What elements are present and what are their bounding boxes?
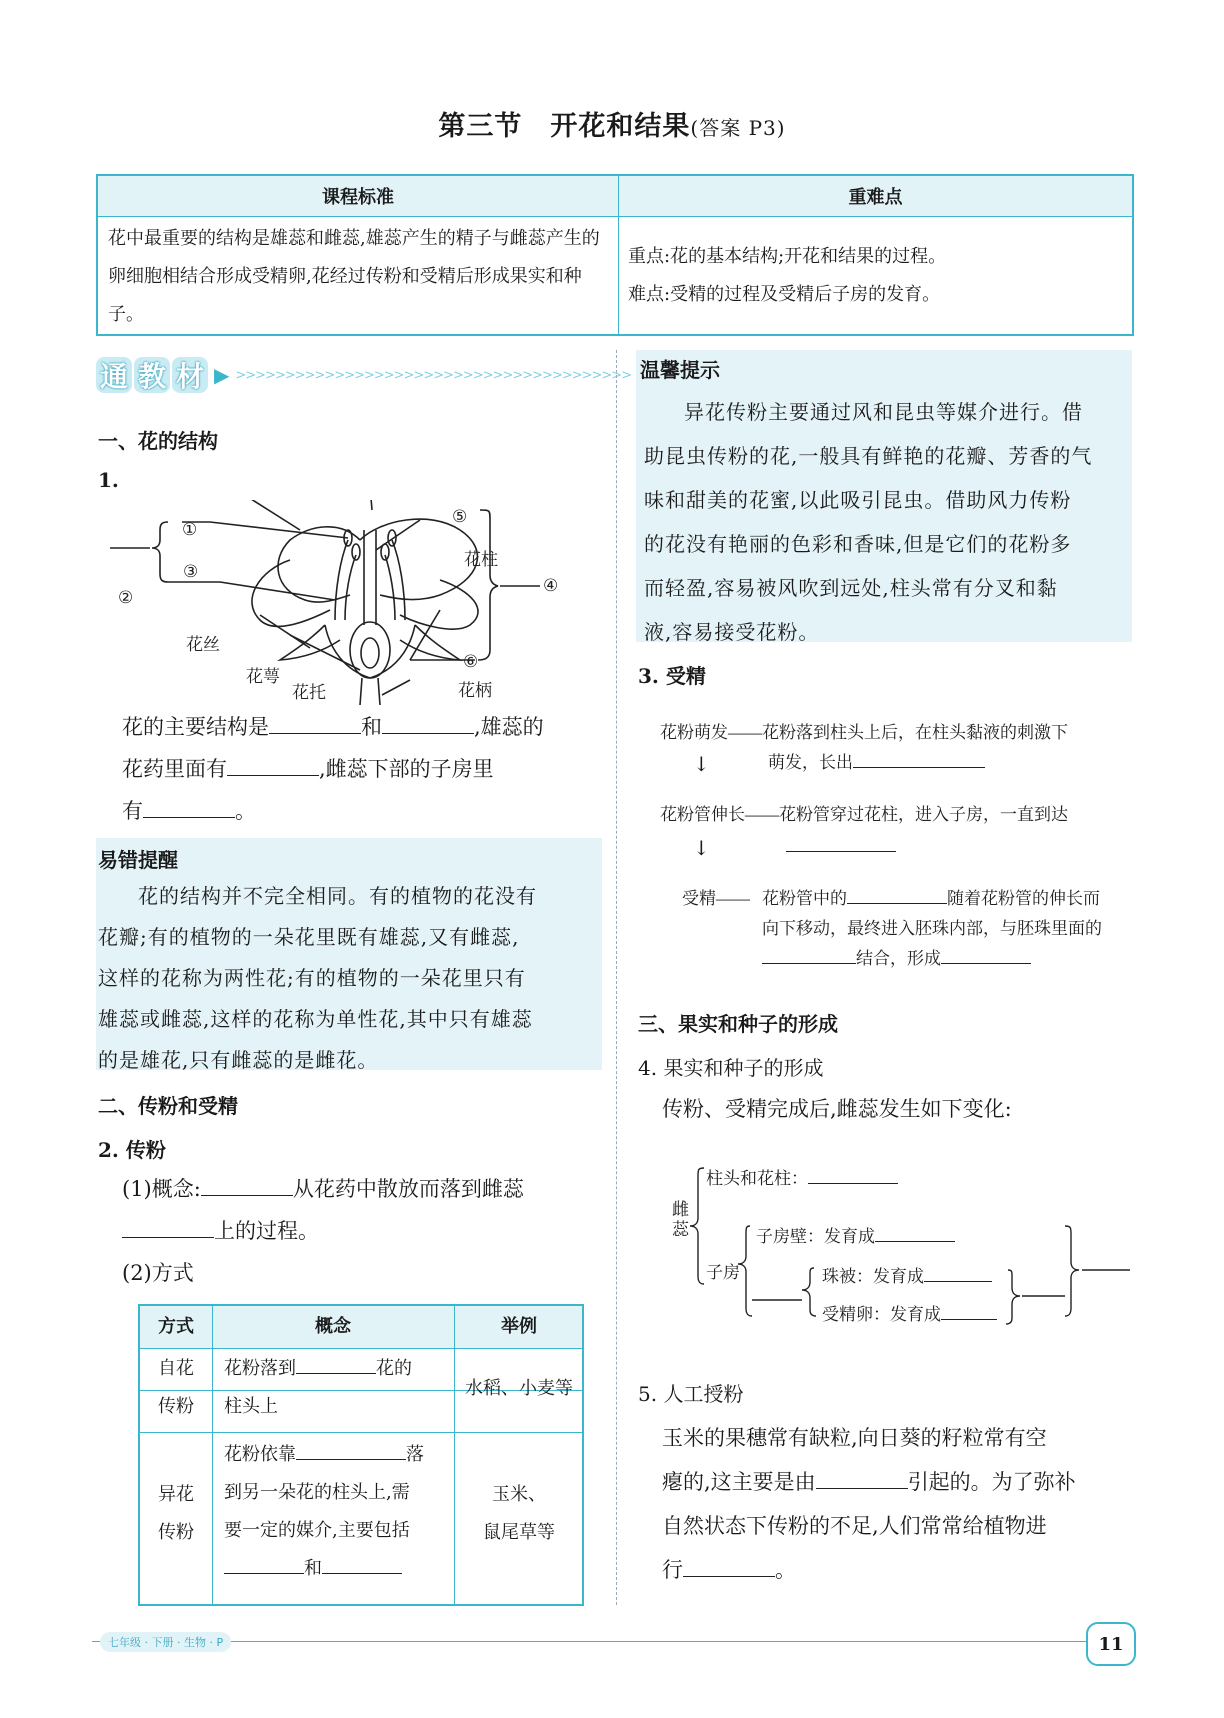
warm-tip-text	[644, 390, 1130, 654]
title-answer-ref: (答案 P3)	[690, 116, 786, 140]
page-number: 11	[1086, 1622, 1136, 1666]
cell-text: 落	[406, 1444, 424, 1465]
section2-heading: 二、传粉和受精	[98, 1094, 238, 1118]
blank[interactable]	[924, 1264, 992, 1282]
standards-header-right: 重难点	[619, 176, 1132, 217]
q5-text: 。	[775, 1558, 796, 1582]
tree-integument	[822, 1262, 992, 1287]
tip-line: 异花传粉主要通过风和昆虫等媒介进行。借	[684, 400, 1083, 424]
book-info-badge: 七年级 · 下册 · 生物 · P	[100, 1632, 231, 1652]
blank[interactable]	[786, 834, 896, 852]
badge-char: 教	[134, 357, 170, 393]
blank[interactable]	[808, 1166, 898, 1184]
tip-line: 这样的花称为两性花;有的植物的一朵花里只有	[98, 966, 526, 990]
item-1-question	[122, 706, 602, 832]
q1-text: 花药里面有	[122, 757, 227, 781]
step-pollen-germination: 花粉萌发——花粉落到柱头上后，在柱头黏液的刺激下	[660, 723, 1068, 742]
table-header: 方式	[158, 1316, 194, 1337]
q1-text: ,雌蕊下部的子房里	[319, 757, 494, 781]
badge-char: 通	[96, 357, 132, 393]
section-badge	[96, 357, 631, 393]
step-fertilization: 受精——	[682, 889, 750, 908]
table-row	[140, 1476, 212, 1552]
item-2-heading: 2. 传粉	[98, 1138, 166, 1162]
label-huasi: 花丝	[186, 635, 220, 654]
error-tip-title: 易错提醒	[98, 848, 178, 872]
blank[interactable]	[875, 1224, 955, 1242]
tree-root	[672, 1200, 689, 1240]
q1-text: 。	[235, 799, 256, 823]
q5-text: 行	[662, 1558, 683, 1582]
tree-stigma-style	[706, 1164, 898, 1189]
step-text: 花粉管中的	[762, 889, 847, 908]
item-4-heading: 4. 果实和种子的形成	[638, 1056, 824, 1080]
cell-text: 到另一朵花的柱头上,需	[224, 1482, 410, 1503]
table-header: 概念	[315, 1316, 351, 1337]
example-cell	[454, 1476, 584, 1552]
tip-line: 雄蕊或雌蕊,这样的花称为单性花,其中只有雄蕊	[98, 1007, 533, 1031]
blank[interactable]	[847, 886, 947, 904]
error-tip-text	[98, 876, 602, 1081]
blank[interactable]	[941, 946, 1031, 964]
label-5: ⑤	[452, 507, 468, 526]
example-cell: 水稻、小麦等	[465, 1378, 573, 1399]
cell-text: 花粉落到	[224, 1358, 296, 1379]
step-pollen-germination-cont	[768, 748, 985, 773]
play-arrow-icon: ▶	[214, 363, 230, 387]
blank[interactable]	[269, 712, 361, 734]
tree-zygote	[822, 1300, 997, 1325]
section3-intro: 传粉、受精完成后,雌蕊发生如下变化:	[662, 1097, 1012, 1121]
tree-ovary-wall	[756, 1222, 955, 1247]
label-huae: 花萼	[246, 667, 280, 686]
q5-line: 自然状态下传粉的不足,人们常常给植物进	[662, 1514, 1047, 1538]
chevron-trail-icon: >>>>>>>>>>>>>>>>>>>>>>>>>>>>>>>>>>>>>>>>	[235, 367, 632, 383]
q5-text: 引起的。为了弥补	[907, 1470, 1076, 1494]
tree-text: 受精卵：发育成	[822, 1305, 941, 1324]
example-text: 玉米、	[492, 1484, 546, 1505]
concept-question	[122, 1168, 602, 1294]
blank[interactable]	[762, 946, 856, 964]
cell-text: 和	[304, 1558, 322, 1579]
standards-table	[96, 174, 1134, 336]
step-fertilization-desc	[762, 884, 1132, 974]
item-5-heading: 5. 人工授粉	[638, 1382, 744, 1406]
label-6: ⑥	[463, 652, 479, 671]
blank[interactable]	[143, 796, 235, 818]
type-cell: 传粉	[158, 1396, 194, 1417]
tip-line: 花的结构并不完全相同。有的植物的花没有	[138, 884, 537, 908]
type-cell: 异花	[158, 1484, 194, 1505]
title-main: 第三节 开花和结果	[438, 111, 691, 142]
label-4: ④	[543, 576, 559, 595]
section1-heading: 一、花的结构	[98, 429, 218, 453]
cell-text: 要一定的媒介,主要包括	[224, 1520, 410, 1541]
item-1-number: 1.	[98, 468, 119, 492]
warm-tip-box	[636, 350, 1132, 642]
type-cell: 自花	[158, 1358, 194, 1379]
footer-rule	[92, 1641, 1132, 1642]
blank[interactable]	[683, 1555, 775, 1577]
section3-heading: 三、果实和种子的形成	[638, 1012, 838, 1036]
item-3-heading: 3. 受精	[638, 664, 706, 688]
label-huabing: 花柄	[458, 681, 492, 700]
type-cell: 传粉	[158, 1522, 194, 1543]
label-3: ③	[183, 562, 199, 581]
cell-text: 花的	[376, 1358, 412, 1379]
table-header: 举例	[501, 1316, 537, 1337]
difficult-points: 难点:受精的过程及受精后子房的发育。	[628, 284, 941, 305]
tip-line: 花瓣;有的植物的一朵花里既有雄蕊,又有雌蕊,	[98, 925, 520, 949]
tip-line: 味和甜美的花蜜,以此吸引昆虫。借助风力传粉	[644, 488, 1072, 512]
step-tube-growth: 花粉管伸长——花粉管穿过花柱，进入子房，一直到达	[660, 805, 1068, 824]
step-text: 向下移动，最终进入胚珠内部，与胚珠里面的	[762, 919, 1102, 938]
badge-char: 材	[172, 357, 208, 393]
label-huazhu: 花柱	[464, 550, 498, 569]
label-huatuo: 花托	[292, 683, 326, 702]
concept-cell	[224, 1436, 450, 1588]
blank[interactable]	[224, 1555, 304, 1574]
q1-text: 和	[361, 715, 382, 739]
tree-text: 珠被：发育成	[822, 1267, 924, 1286]
key-points: 重点:花的基本结构;开花和结果的过程。	[628, 246, 947, 267]
q5-text: 瘪的,这主要是由	[662, 1470, 816, 1494]
q1-text: ,雄蕊的	[474, 715, 544, 739]
concept-text: 从花药中散放而落到雌蕊	[292, 1177, 524, 1201]
cell-text: 柱头上	[224, 1396, 278, 1417]
error-tip-box	[96, 838, 602, 1070]
label-2: ②	[118, 588, 134, 607]
step-text: 随着花粉管的伸长而	[947, 889, 1100, 908]
concept-text: 上的过程。	[214, 1219, 319, 1243]
tree-ovary: 子房	[706, 1263, 740, 1282]
tip-line: 而轻盈,容易被风吹到远处,柱头常有分叉和黏	[644, 576, 1058, 600]
tree-text: 子房壁：发育成	[756, 1227, 875, 1246]
down-arrow-icon: ↓	[693, 836, 710, 860]
item-5-question	[662, 1416, 1132, 1592]
concept-cell	[224, 1350, 450, 1426]
method-label: (2)方式	[122, 1261, 194, 1285]
down-arrow-icon: ↓	[693, 752, 710, 776]
blank[interactable]	[382, 712, 474, 734]
tip-line: 的花没有艳丽的色彩和香味,但是它们的花粉多	[644, 532, 1072, 556]
pollination-method-table	[138, 1304, 584, 1606]
step-text: 萌发，长出	[768, 753, 853, 772]
column-divider	[616, 350, 617, 1605]
concept-text: (1)概念:	[122, 1177, 201, 1201]
blank[interactable]	[122, 1216, 214, 1238]
tree-root-char: 雌	[672, 1200, 689, 1219]
tip-line: 助昆虫传粉的花,一般具有鲜艳的花瓣、芳香的气	[644, 444, 1093, 468]
q5-line: 玉米的果穗常有缺粒,向日葵的籽粒常有空	[662, 1426, 1047, 1450]
tree-root-char: 蕊	[672, 1220, 689, 1239]
tree-text: 柱头和花柱：	[706, 1169, 808, 1188]
table-row	[140, 1350, 212, 1426]
tip-line: 液,容易接受花粉。	[644, 620, 820, 644]
standards-header-left: 课程标准	[98, 176, 618, 217]
blank[interactable]	[322, 1555, 402, 1574]
step-text: 结合，形成	[856, 949, 941, 968]
blank[interactable]	[201, 1174, 293, 1196]
page-title	[0, 104, 1224, 143]
tip-line: 的是雄花,只有雌蕊的是雌花。	[98, 1048, 379, 1072]
label-1: ①	[182, 520, 198, 539]
step-tube-blank	[786, 834, 896, 857]
warm-tip-title: 温馨提示	[640, 358, 720, 382]
blank[interactable]	[941, 1302, 997, 1320]
cell-text: 花粉依靠	[224, 1444, 296, 1465]
blank[interactable]	[296, 1441, 406, 1460]
blank[interactable]	[296, 1355, 376, 1374]
blank[interactable]	[853, 750, 985, 768]
q1-text: 花的主要结构是	[122, 715, 269, 739]
standards-text: 花中最重要的结构是雄蕊和雌蕊,雄蕊产生的精子与雌蕊产生的卵细胞相结合形成受精卵,花经过传粉和受精后形成果实和种子。	[108, 228, 600, 325]
blank[interactable]	[227, 754, 319, 776]
example-text: 鼠尾草等	[483, 1522, 555, 1543]
q1-text: 有	[122, 799, 143, 823]
blank[interactable]	[816, 1467, 908, 1489]
